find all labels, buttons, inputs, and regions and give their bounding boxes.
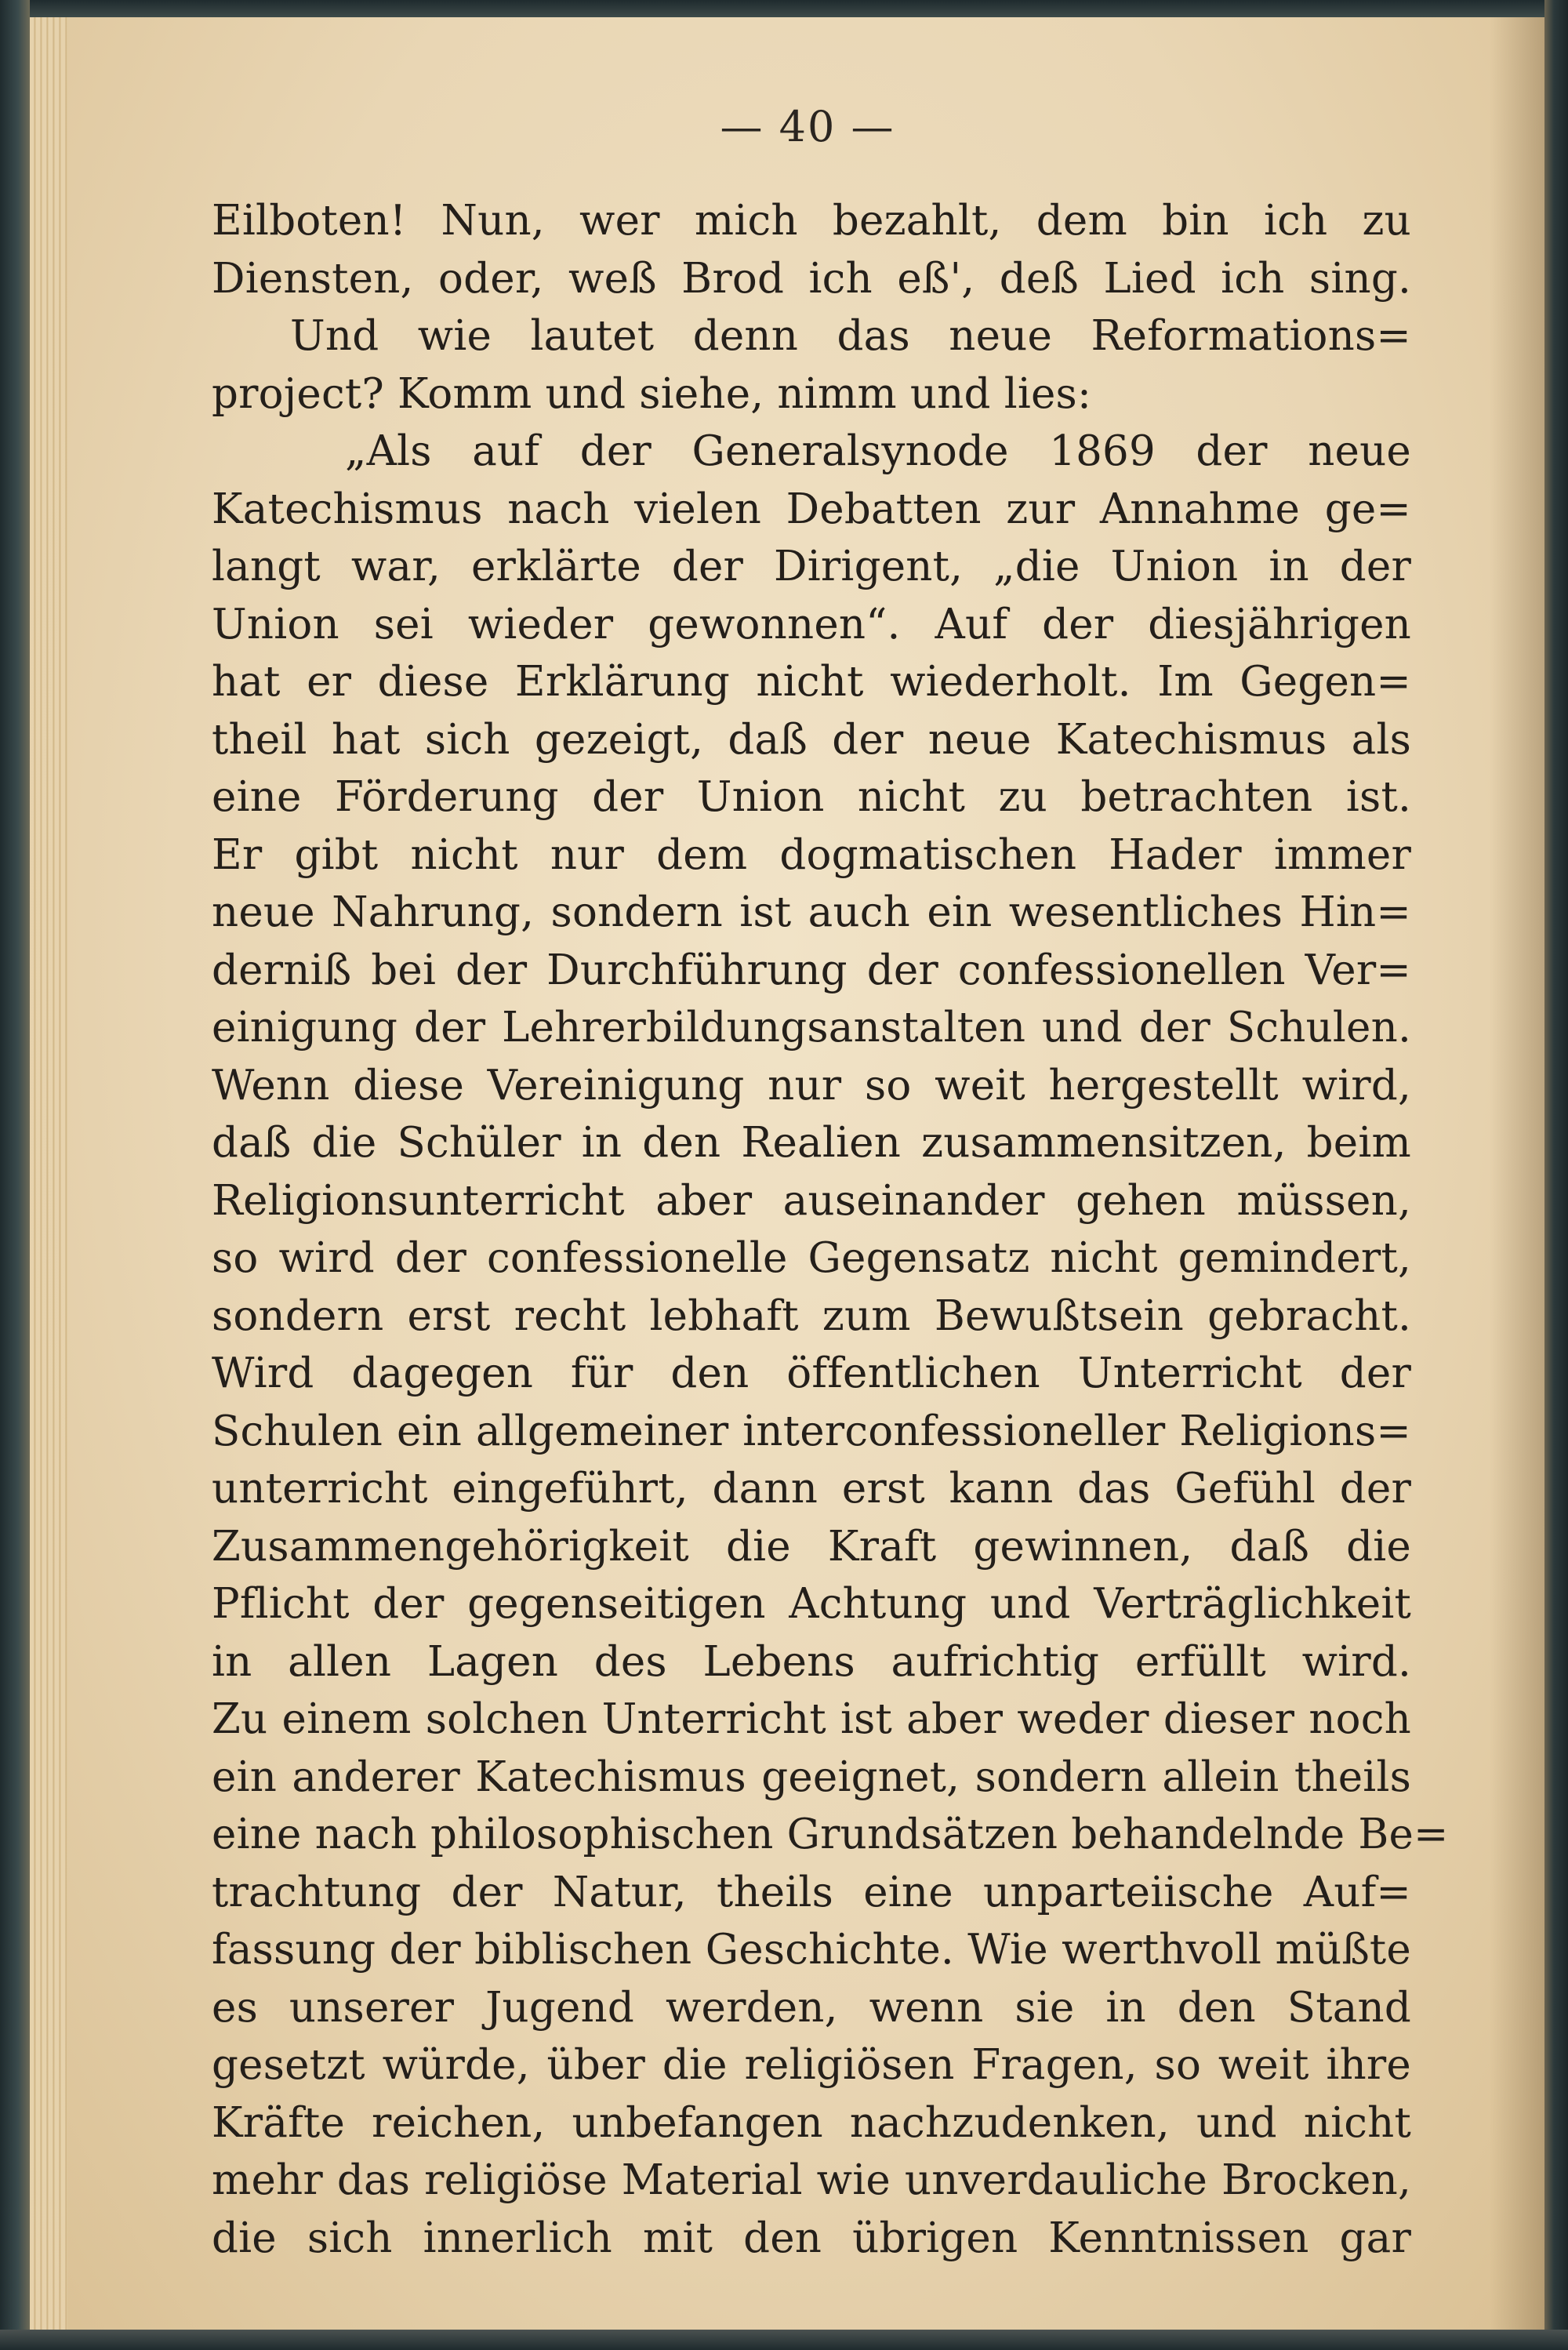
text-line: trachtung der Natur, theils eine unparteiische Auf= xyxy=(212,1868,1411,1916)
text-line: so wird der confessionelle Gegensatz nicht gemindert, xyxy=(212,1234,1411,1282)
text-line: eine Förderung der Union nicht zu betrachten ist. xyxy=(212,773,1411,821)
text-line: „Als auf der Generalsynode 1869 der neue xyxy=(345,427,1411,475)
text-line: Kräfte reichen, unbefangen nachzudenken, und nicht xyxy=(212,2098,1411,2147)
text-line: fassung der biblischen Geschichte. Wie werthvoll müßte xyxy=(212,1926,1411,1974)
text-line: Zu einem solchen Unterricht ist aber weder dieser noch xyxy=(212,1695,1411,1743)
text-line: Wenn diese Vereinigung nur so weit hergestellt wird, xyxy=(212,1061,1411,1110)
text-line: eine nach philosophischen Grundsätzen behandelnde Be= xyxy=(212,1811,1449,1858)
text-line: daß die Schüler in den Realien zusammensitzen, beim xyxy=(212,1119,1411,1167)
text-line: Wird dagegen für den öffentlichen Unterricht der xyxy=(212,1349,1411,1397)
text-line: Diensten, oder, weß Brod ich eß', deß Lied ich sing. xyxy=(212,254,1411,303)
page-content xyxy=(196,102,1449,2262)
text-line: Religionsunterricht aber auseinander gehen müssen, xyxy=(212,1176,1411,1225)
body-text xyxy=(212,192,1449,2267)
text-line: Eilboten! Nun, wer mich bezahlt, dem bin ich zu xyxy=(212,197,1411,245)
text-line: derniß bei der Durchführung der confessionellen Ver= xyxy=(212,946,1411,994)
book-cover-edge-right xyxy=(1544,0,1568,2350)
text-line: ein anderer Katechismus geeignet, sondern allein theils xyxy=(212,1753,1411,1801)
book-cover-edge-left xyxy=(0,0,30,2350)
text-line: Union sei wieder gewonnen“. Auf der diesjährigen xyxy=(212,600,1411,648)
text-line: Pflicht der gegenseitigen Achtung und Verträglichkeit xyxy=(212,1580,1411,1628)
text-line: einigung der Lehrerbildungsanstalten und der Schulen. xyxy=(212,1004,1411,1052)
text-line: theil hat sich gezeigt, daß der neue Katechismus als xyxy=(212,715,1411,764)
page-gutter-shadow xyxy=(1490,17,1544,2330)
text-line: unterricht eingeführt, dann erst kann das Gefühl der xyxy=(212,1465,1411,1513)
page-number: — 40 — xyxy=(720,102,895,151)
text-line: gesetzt würde, über die religiösen Fragen, so weit ihre xyxy=(212,2041,1411,2089)
text-line: Und wie lautet denn das neue Reformations= xyxy=(290,312,1411,360)
page-leaves-edge xyxy=(30,17,67,2330)
text-line: neue Nahrung, sondern ist auch ein wesentliches Hin= xyxy=(212,888,1411,936)
text-line: Zusammengehörigkeit die Kraft gewinnen, daß die xyxy=(212,1522,1411,1571)
book-cover-edge-bottom xyxy=(0,2330,1568,2350)
text-line: project? Komm und siehe, nimm und lies: xyxy=(212,369,1092,418)
text-line: die sich innerlich mit den übrigen Kenntnissen gar xyxy=(212,2214,1411,2262)
text-line: langt war, erklärte der Dirigent, „die Union in der xyxy=(212,543,1411,590)
text-line: mehr das religiöse Material wie unverdauliche Brocken, xyxy=(212,2156,1411,2204)
book-cover-edge-top xyxy=(0,0,1568,17)
text-line: in allen Lagen des Lebens aufrichtig erfüllt wird. xyxy=(212,1637,1411,1686)
text-line: sondern erst recht lebhaft zum Bewußtsein gebracht. xyxy=(212,1291,1411,1340)
text-line: es unserer Jugend werden, wenn sie in den Stand xyxy=(212,1983,1411,2032)
text-line: hat er diese Erklärung nicht wiederholt. Im Gegen= xyxy=(212,658,1411,706)
text-line: Katechismus nach vielen Debatten zur Annahme ge= xyxy=(212,485,1411,533)
text-line: Er gibt nicht nur dem dogmatischen Hader immer xyxy=(212,830,1411,879)
text-line: Schulen ein allgemeiner interconfessioneller Religions= xyxy=(212,1407,1411,1455)
